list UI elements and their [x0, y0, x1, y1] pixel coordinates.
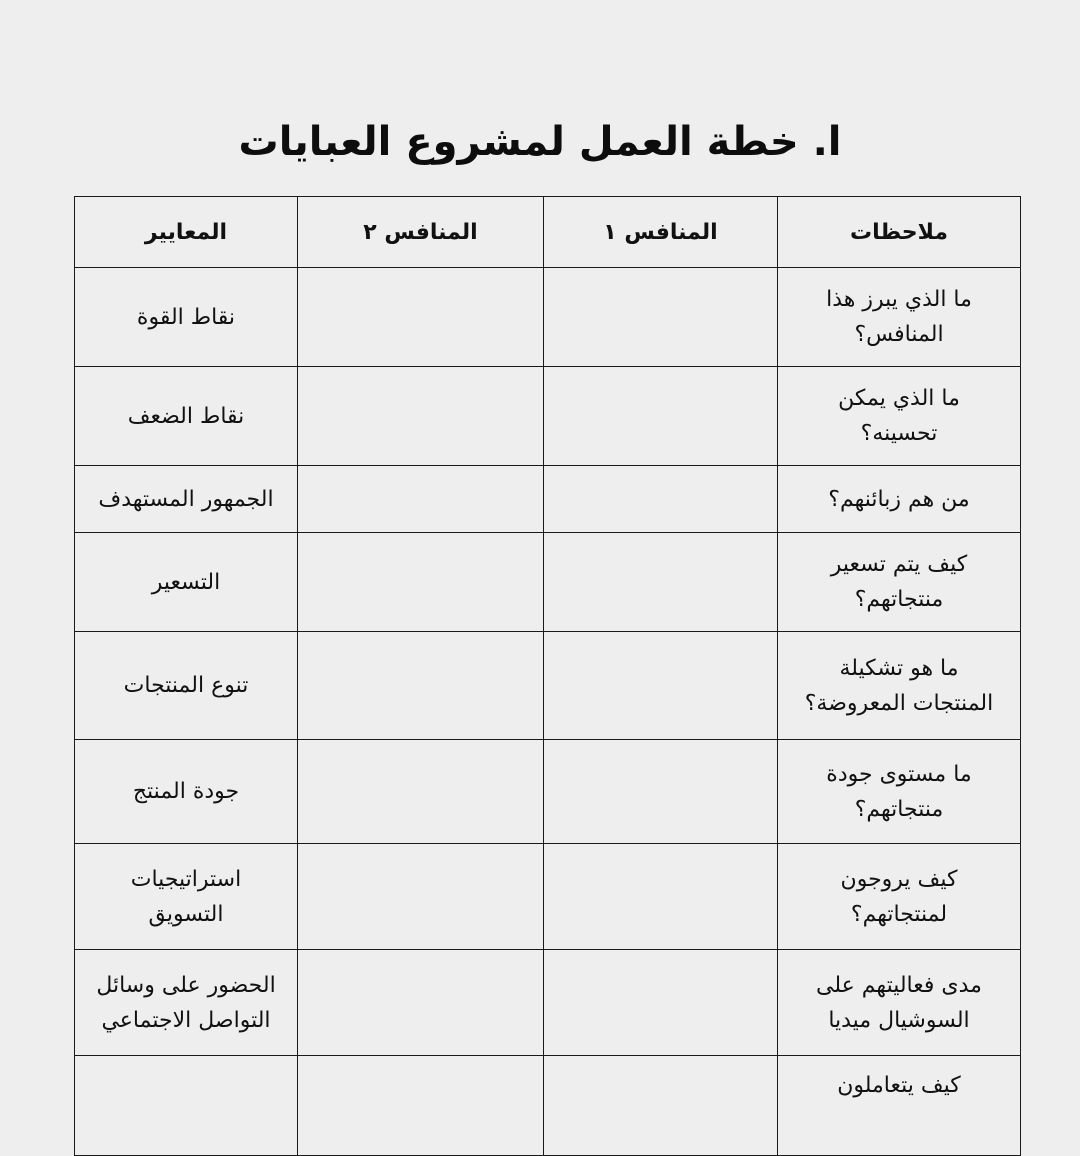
- competitor-2-cell[interactable]: [298, 740, 544, 844]
- competitor-2-cell[interactable]: [298, 533, 544, 632]
- competitor-2-cell[interactable]: [298, 268, 544, 367]
- criteria-cell: [75, 632, 298, 740]
- notes-line-2: منتجاتهم؟: [854, 796, 944, 822]
- notes-cell: [778, 1056, 1021, 1156]
- competitor-2-cell[interactable]: [298, 1056, 544, 1156]
- competitor-2-cell[interactable]: [298, 844, 544, 950]
- table-row: [75, 632, 1021, 740]
- criteria-cell: [75, 268, 298, 367]
- notes-line-1: كيف يتعاملون: [837, 1073, 961, 1098]
- notes-line-2: لمنتجاتهم؟: [850, 901, 948, 927]
- competitor-1-cell[interactable]: [544, 950, 778, 1056]
- table-row: [75, 268, 1021, 367]
- table-row: [75, 367, 1021, 466]
- table-row: [75, 844, 1021, 950]
- table-row: [75, 466, 1021, 533]
- notes-cell: [778, 367, 1021, 466]
- page-title: ا. خطة العمل لمشروع العبايات: [238, 119, 842, 165]
- notes-line-2: السوشيال ميديا: [828, 1007, 970, 1033]
- notes-line-2: تحسينه؟: [860, 421, 938, 446]
- competitor-1-cell[interactable]: [544, 533, 778, 632]
- notes-line-1: ما هو تشكيلة: [839, 655, 959, 681]
- criteria-line-1: الجمهور المستهدف: [98, 486, 274, 512]
- criteria-line-1: تنوع المنتجات: [123, 673, 249, 698]
- competitor-1-cell[interactable]: [544, 367, 778, 466]
- criteria-cell: [75, 844, 298, 950]
- criteria-line-1: نقاط القوة: [136, 304, 236, 330]
- competitor-2-cell[interactable]: [298, 367, 544, 466]
- competitor-2-cell[interactable]: [298, 632, 544, 740]
- criteria-cell: [75, 1056, 298, 1156]
- criteria-line-2: التسويق: [148, 901, 224, 927]
- criteria-cell: [75, 533, 298, 632]
- criteria-line-1: جودة المنتج: [132, 779, 240, 804]
- table-row: [75, 950, 1021, 1056]
- criteria-line-1: التسعير: [151, 569, 221, 595]
- notes-cell: [778, 268, 1021, 367]
- competitor-1-cell[interactable]: [544, 1056, 778, 1156]
- header-competitor-2: المنافس ٢: [298, 197, 544, 268]
- notes-line-1: كيف يتم تسعير: [830, 552, 968, 577]
- notes-line-1: من هم زبائنهم؟: [828, 486, 970, 512]
- competitor-1-cell[interactable]: [544, 740, 778, 844]
- criteria-cell: [75, 740, 298, 844]
- competitor-1-cell[interactable]: [544, 632, 778, 740]
- competitor-2-cell[interactable]: [298, 466, 544, 533]
- header-competitor-1: المنافس ١: [544, 197, 778, 268]
- criteria-line-1: نقاط الضعف: [127, 403, 245, 429]
- notes-cell: [778, 740, 1021, 844]
- header-criteria: المعايير: [75, 197, 298, 268]
- competitor-1-cell[interactable]: [544, 466, 778, 533]
- table-row: [75, 740, 1021, 844]
- competitor-1-cell[interactable]: [544, 268, 778, 367]
- notes-line-2: المنتجات المعروضة؟: [804, 690, 994, 716]
- header-notes: ملاحظات: [778, 197, 1021, 268]
- criteria-cell: [75, 367, 298, 466]
- competitor-1-cell[interactable]: [544, 844, 778, 950]
- table-header-row: [75, 197, 1021, 268]
- notes-cell: [778, 950, 1021, 1056]
- notes-cell: [778, 632, 1021, 740]
- notes-cell: [778, 533, 1021, 632]
- notes-line-1: ما مستوى جودة: [826, 761, 972, 787]
- competitor-comparison-table: [74, 196, 1021, 1156]
- criteria-cell: [75, 466, 298, 533]
- notes-cell: [778, 466, 1021, 533]
- criteria-line-1: استراتيجيات: [130, 866, 242, 892]
- notes-cell: [778, 844, 1021, 950]
- criteria-line-1: الحضور على وسائل: [96, 972, 276, 998]
- criteria-cell: [75, 950, 298, 1056]
- notes-line-1: ما الذي يمكن: [838, 386, 960, 411]
- notes-line-2: المنافس؟: [854, 322, 944, 347]
- criteria-line-2: التواصل الاجتماعي: [101, 1007, 271, 1033]
- notes-line-2: منتجاتهم؟: [854, 587, 944, 612]
- competitor-2-cell[interactable]: [298, 950, 544, 1056]
- notes-line-1: كيف يروجون: [840, 866, 958, 892]
- notes-line-1: ما الذي يبرز هذا: [826, 287, 972, 312]
- table-row: [75, 533, 1021, 632]
- table-row: [75, 1056, 1021, 1156]
- notes-line-1: مدى فعاليتهم على: [816, 972, 982, 998]
